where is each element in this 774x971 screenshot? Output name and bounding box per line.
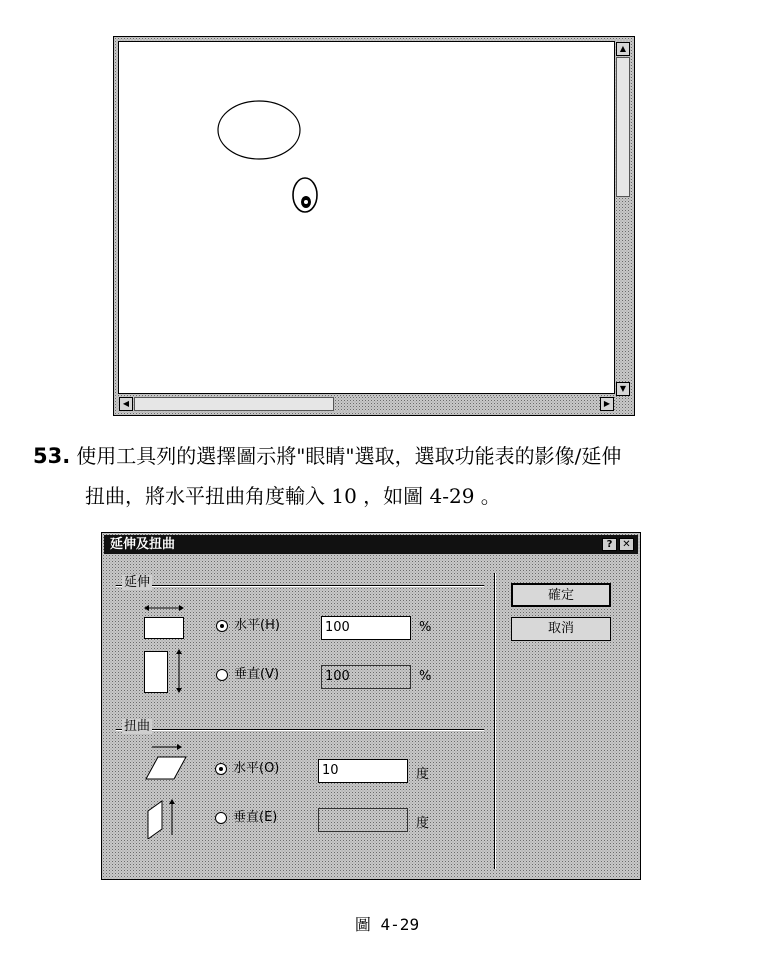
skew-vertical-unit: 度 [416,816,430,831]
stretch-vertical-input[interactable]: 100 [321,665,411,689]
stretch-horizontal-input[interactable]: 100 [321,616,411,640]
skew-vertical-input[interactable] [318,808,408,832]
skew-group-label: 扭曲 [124,719,151,734]
stretch-skew-dialog [101,532,641,880]
close-button[interactable] [619,538,634,551]
drawn-ellipse [218,101,300,159]
scroll-left-button[interactable] [119,397,133,411]
horizontal-scroll-thumb[interactable] [134,397,334,411]
dialog-title: 延伸及扭曲 [110,537,176,552]
vertical-scroll-thumb[interactable] [616,57,630,197]
cancel-button[interactable]: 取消 [511,617,611,641]
skew-horizontal-radio[interactable] [215,763,227,775]
stretch-horizontal-radio[interactable] [216,620,228,632]
stretch-vertical-unit: % [419,669,432,684]
help-button[interactable] [602,538,617,551]
skew-horizontal-unit: 度 [416,767,430,782]
stretch-horizontal-arrow-icon [144,601,184,615]
close-icon: ✕ [622,539,631,550]
stretch-vertical-label[interactable]: 垂直(V) [234,667,280,682]
ok-button[interactable]: 確定 [511,583,611,607]
stretch-vertical-radio[interactable] [216,669,228,681]
paint-canvas[interactable] [118,41,615,394]
scroll-down-button[interactable] [616,382,630,396]
stretch-group-label: 延伸 [124,575,151,590]
arrow-left-icon: ◀ [122,399,130,408]
paint-window [113,36,635,416]
eye-pupil-highlight [304,200,308,204]
instruction-line-1-text: 使用工具列的選擇圖示將"眼睛"選取，選取功能表的影像/延伸 [76,444,622,468]
arrow-down-icon: ▼ [619,384,627,393]
skew-horizontal-label[interactable]: 水平(O) [233,761,280,776]
stretch-vertical-preview-icon [144,651,168,693]
canvas-drawing [119,42,614,393]
scroll-up-button[interactable] [616,42,630,56]
stretch-horizontal-unit: % [419,620,432,635]
instruction-line-1 [33,436,753,476]
horizontal-scrollbar[interactable] [118,396,615,412]
instruction-text [33,436,753,516]
skew-horizontal-icon [142,741,190,781]
skew-group-frame [116,729,484,731]
vertical-scrollbar[interactable] [615,41,631,397]
arrow-right-icon: ▶ [603,399,611,408]
scroll-right-button[interactable] [600,397,614,411]
skew-vertical-label[interactable]: 垂直(E) [233,810,278,825]
stretch-horizontal-preview-icon [144,617,184,639]
button-column-divider [494,573,496,869]
stretch-horizontal-label[interactable]: 水平(H) [234,618,280,633]
step-number: 53. [33,444,71,468]
skew-vertical-radio[interactable] [215,812,227,824]
stretch-group-frame [116,585,484,587]
stretch-vertical-arrow-icon [172,649,186,693]
arrow-up-icon: ▲ [619,44,627,53]
instruction-line-2: 扭曲，將水平扭曲角度輸入 10 ，如圖 4-29 。 [85,484,501,508]
skew-vertical-icon [144,793,184,839]
question-mark-icon: ? [606,539,613,550]
dialog-titlebar[interactable] [104,535,638,554]
skew-horizontal-input[interactable]: 10 [318,759,408,783]
figure-caption: 圖 4-29 [354,915,420,934]
